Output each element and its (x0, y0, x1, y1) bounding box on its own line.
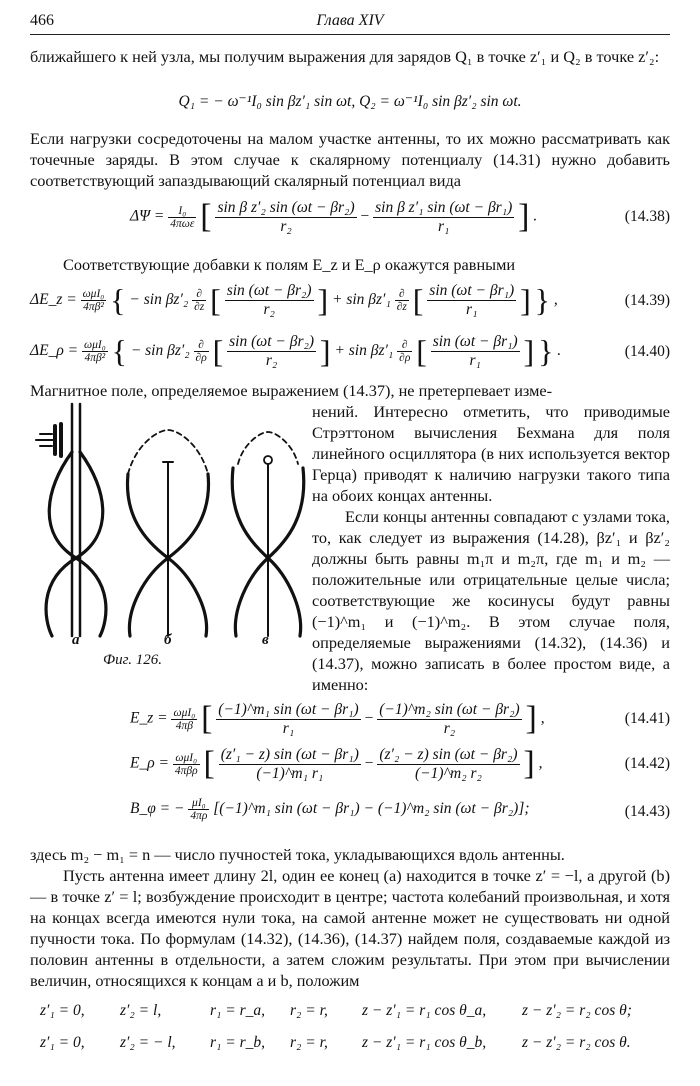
paragraph-5-column: Если концы антенны совпадают с узлами тока, то, как следует из выражения (14.28), βz′₁ и βz′₂ должны быть равны m₁π и m₂π, где m₁ и m₂ — положительные или отрицательные целые числа; соответствующие же косинусы будут равны (−1)^m₁ и (−1)^m₂. В этом случае поля, определяемые выражениями (14.32), (14.36) и (14.37), можно записать в более простом виде, а именно: (312, 507, 670, 694)
eq-fraction: $\frac{\text{sin β z′₂ sin (ωt − βr₂)}}{\text{r₂}}$ (217, 198, 355, 235)
paragraph-2: Если нагрузки сосредоточены на малом участке антенны, то их можно рассматривать как точечные заряды. В этом случае к скалярному потенциалу (14.31) нужно добавить соответствующий запаздывающий скалярный потенциал вида (30, 129, 670, 190)
equation-14-42: E_ρ = $\frac{\text{ωμI₀}}{\text{4πβρ}}$ [ $\frac{\text{(z′₁ − z) sin (ωt − βr₁)}}{\text{(−1)\textasciicircum{}m₁ r₁}}$ − $\frac{\text{(z′₂ − z) sin (ωt − βr₂)}}{\text{(−1)\textasciicircum{}m₂ r₂}}$ ] , (14.42) (130, 745, 670, 782)
book-page: 466 Глава XIV ближайшего к ней узла, мы получим выражения для зарядов Q₁ в точке z′₁ и Q₂ в точке z′₂: Q₁ = − ω⁻¹I₀ sin βz′₁ sin ωt, Q₂ = ω⁻¹I₀ sin βz′₂ sin ωt. Если нагрузки сосредоточены на малом участке антенны, то их можно рассматривать как точечные заряды. В этом случае к скалярному потенциалу (14.31) нужно добавить соответствующий запаздывающий скалярный потенциал вида ΔΨ = $\frac{\text{I₀}}{\text{4πωε}}$ [ $\frac{\text{sin β z′₂ sin (ωt − βr₂)}}{\text{r₂}}$ − $\frac{\text{sin β z′₁ sin (ωt − βr₁)}}{\text{r₁}}$ ] . (14.38) Соответствующие добавки к полям E_z и E_ρ окажутся равными ΔE_z = $\frac{\text{ωμI₀}}{\text{4πβ²}}$ { − sin βz′₂ $\frac{\partial}{\partial z}$ [ $\frac{\text{sin (ωt − βr₂)}}{\text{r₂}}$ ] + sin βz′₁ $\frac{\partial}{\partial z}$ [ $\frac{\text{sin (ωt − βr₁)}}{\text{r₁}}$ ] } , (14.39) ΔE_ρ = $\frac{\text{ωμI₀}}{\text{4πβ²}}$ { − sin βz′₂ $\frac{\partial}{\partial\rho}$ [ $\frac{\text{sin (ωt − βr₂)}}{\text{r₂}}$ ] + sin βz′₁ $\frac{\partial}{\partial\rho}$ [ $\frac{\text{sin (ωt − βr₁)}}{\text{r₁}}$ ] } . (14.40) Магнитное поле, определяемое выражением (14.37), не претерпевает изме- а б в Фиг. 126. нений. Интересно отметить, что приводимые Стрэттоном вычисления Бехмана для поля линейного осциллятора (в них используется вектор Герца) приводят к наличию нагрузки такого типа на обоих концах антенны. Если концы антенны совпадают с узлами тока, то, как следует из выражения (14.28), βz′₁ и βz′₂ должны быть равны m₁π и m₂π, где m₁ и m₂ — положительные или отрицательные целые числа; соответствующие же косинусы будут равны (−1)^m₁ и (−1)^m₂. В этом случае поля, определяемые выражениями (14.32), (14.36) и (14.37), можно записать в более простом виде, а именно: E_z = $\frac{\text{ωμI₀}}{4\pi\beta}$ [ $\frac{\text{(−1)\textasciicircum{}m₁ sin (ωt − βr₁)}}{\text{r₁}}$ − $\frac{\text{(−1)\textasciicircum{}m₂ sin (ωt − βr₂)}}{\text{r₂}}$ ] , (14.41) E_ρ = $\frac{\text{ωμI₀}}{\text{4πβρ}}$ [ $\frac{\text{(z′₁ − z) sin (ωt − βr₁)}}{\text{(−1)\textasciicircum{}m₁ r₁}}$ − $\frac{\text{(z′₂ − z) sin (ωt − βr₂)}}{\text{(−1)\textasciicircum{}m₂ r₂}}$ ] , (14.42) B_φ = − $\frac{\text{μI₀}}{4\pi\rho}$ [(−1)^m₁ sin (ωt − βr₁) − (−1)^m₂ sin (ωt − βr₂)]; (14.43) здесь m₂ − m₁ = n — число пучностей тока, укладывающихся вдоль антенны. Пусть антенна имеет длину 2l, один ее конец (a) находится в точке z′ = −l, а другой (b) — в точке z′ = l; возбуждение происходит в центре; частота колебаний произвольная, и хотя на концах всегда имеются нули тока, на самой антенне может не существовать ни одной пучности тока. По формулам (14.32), (14.36), (14.37) найдем поля, создаваемые каждой из половин антенны в отдельности, а затем сложим результаты. При этом при вычислении величин, относящихся к концам a и b, положим z′₁ = 0, z′₂ = l, r₁ = r_a, r₂ = r, z − z′₁ = r₁ cos θ_a, z − z′₂ = r₂ cos θ; z′₁ = 0, z′₂ = − l, r₁ = r_b, r₂ = r, z − z′₁ = r₁ cos θ_b, z − z′₂ = r₂ cos θ. (30, 12, 670, 1051)
paragraph-7: Пусть антенна имеет длину 2l, один ее конец (a) находится в точке z′ = −l, а другой (b) — в точке z′ = l; возбуждение происходит в центре; частота колебаний произвольная, и хотя на концах всегда имеются нули тока, на самой антенне может не существовать ни одной пучности тока. По формулам (14.32), (14.36), (14.37) найдем поля, создаваемые каждой из половин антенны в отдельности, а затем сложим результаты. При этом при вычислении величин, относящихся к концам a и b, положим (30, 866, 670, 990)
equation-14-41: E_z = $\frac{\text{ωμI₀}}{4\pi\beta}$ [ $\frac{\text{(−1)\textasciicircum{}m₁ sin (ωt − βr₁)}}{\text{r₁}}$ − $\frac{\text{(−1)\textasciicircum{}m₂ sin (ωt − βr₂)}}{\text{r₂}}$ ] , (14.41) (130, 700, 670, 737)
equation-number: (14.40) (624, 343, 670, 360)
figure-label-a: а (72, 632, 80, 648)
eq-fraction: $\frac{\text{sin β z′₁ sin (ωt − βr₁)}}{\text{r₁}}$ (375, 198, 513, 235)
equation-number: (14.39) (624, 292, 670, 309)
equation-number: (14.38) (624, 208, 670, 225)
chapter-title: Глава XIV (316, 12, 384, 29)
equation-14-40: ΔE_ρ = $\frac{\text{ωμI₀}}{\text{4πβ²}}$ { − sin βz′₂ $\frac{\partial}{\partial\rho}$ [ $\frac{\text{sin (ωt − βr₂)}}{\text{r₂}}$ ] + sin βz′₁ $\frac{\partial}{\partial\rho}$ [ $\frac{\text{sin (ωt − βr₁)}}{\text{r₁}}$ ] } . (14.40) (30, 333, 670, 369)
eq-lhs: ΔΨ = (130, 207, 165, 225)
equation-14-43: B_φ = − $\frac{\text{μI₀}}{4\pi\rho}$ [(−1)^m₁ sin (ωt − βr₁) − (−1)^m₂ sin (ωt − βr₂)]; (14.43) (130, 797, 670, 822)
equation-14-39: ΔE_z = $\frac{\text{ωμI₀}}{\text{4πβ²}}$ { − sin βz′₂ $\frac{\partial}{\partial z}$ [ $\frac{\text{sin (ωt − βr₂)}}{\text{r₂}}$ ] + sin βz′₁ $\frac{\partial}{\partial z}$ [ $\frac{\text{sin (ωt − βr₁)}}{\text{r₁}}$ ] } , (14.39) (30, 282, 670, 318)
paragraph-6: здесь m₂ − m₁ = n — число пучностей тока, укладывающихся вдоль антенны. (30, 845, 565, 864)
eq-fraction: $\frac{\text{I₀}}{\text{4πωε}}$ (170, 204, 195, 230)
equation-charges: Q₁ = − ω⁻¹I₀ sin βz′₁ sin ωt, Q₂ = ω⁻¹I₀ sin βz′₂ sin ωt. (178, 93, 522, 110)
equation-14-38: ΔΨ = $\frac{\text{I₀}}{\text{4πωε}}$ [ $\frac{\text{sin β z′₂ sin (ωt − βr₂)}}{\text{r₂}}$ − $\frac{\text{sin β z′₁ sin (ωt − βr₁)}}{\text{r₁}}$ ] . (14.38) (130, 198, 670, 235)
paragraph-1: ближайшего к ней узла, мы получим выражения для зарядов Q₁ в точке z′₁ и Q₂ в точке z′₂: (30, 47, 660, 66)
figure-126-antenna-diagrams (28, 400, 308, 670)
figure-label-b: б (164, 632, 172, 648)
paragraph-4-first-line: Магнитное поле, определяемое выражением (14.37), не претерпевает изме- (30, 381, 553, 400)
paragraph-4-column: нений. Интересно отметить, что приводимые Стрэттоном вычисления Бехмана для поля линейного осциллятора (в них используется вектор Герца) приводят к наличию нагрузки такого типа на обоих концах антенны. (312, 402, 670, 505)
figure-label-c: в (262, 632, 269, 648)
figure-caption: Фиг. 126. (103, 652, 162, 668)
equation-number: (14.42) (624, 755, 670, 772)
page-number: 466 (30, 12, 54, 29)
paragraph-3: Соответствующие добавки к полям E_z и E_ρ окажутся равными (63, 255, 516, 274)
equation-number: (14.43) (624, 803, 670, 820)
equation-number: (14.41) (624, 710, 670, 727)
page-header (30, 10, 670, 35)
